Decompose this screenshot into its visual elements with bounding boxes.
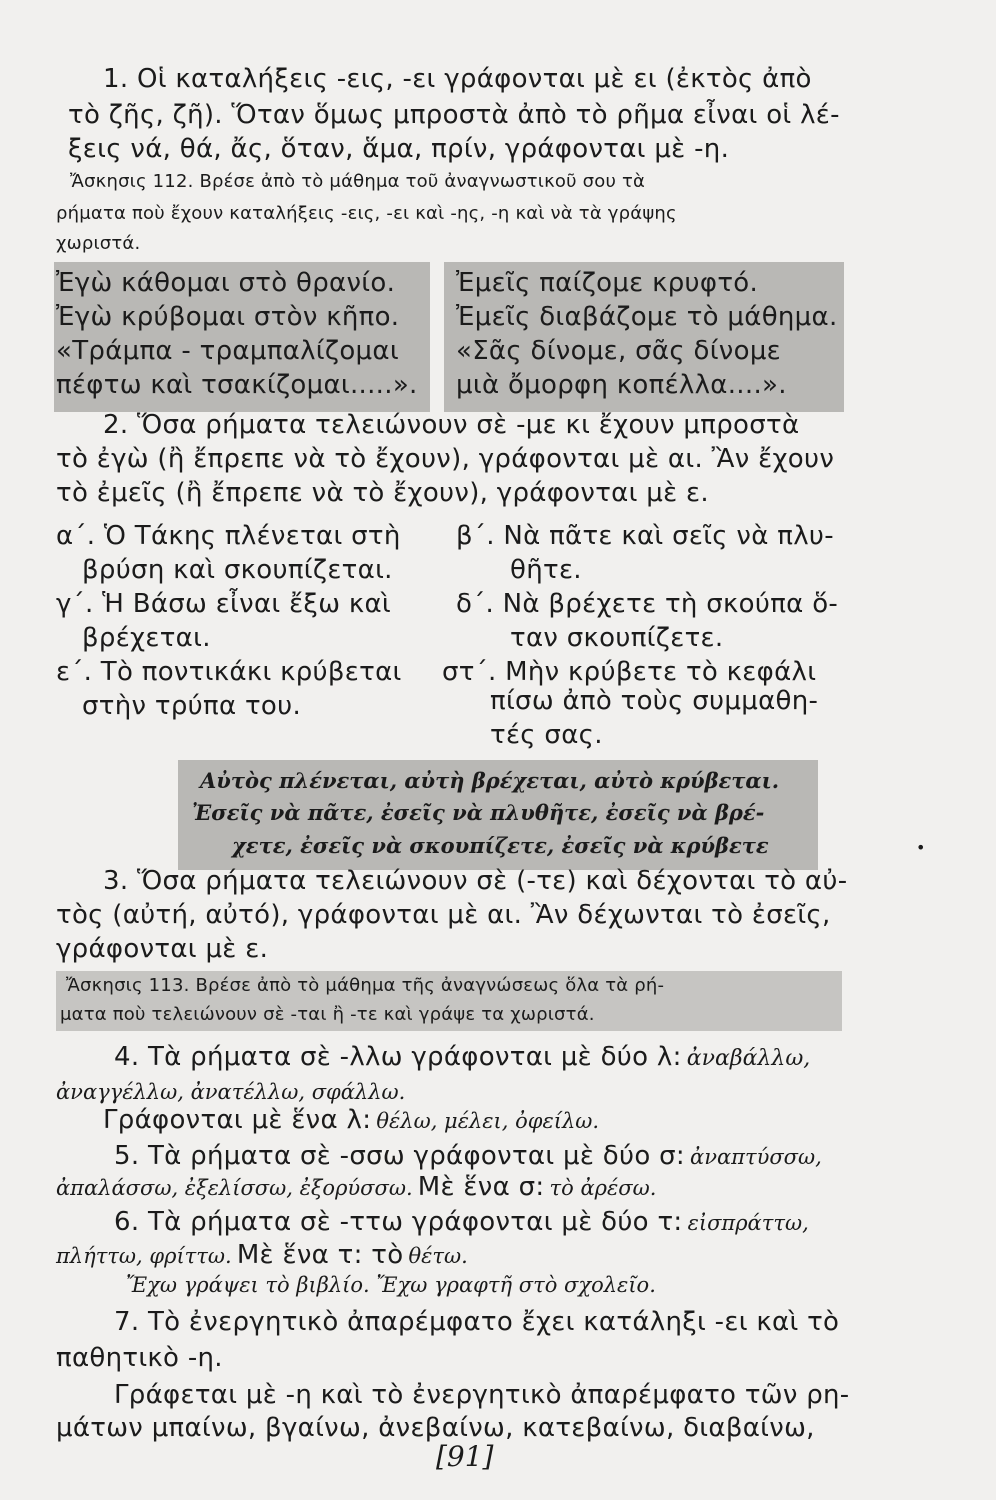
box1-left-line-4: πέφτω καὶ τσακίζομαι.....». [56, 370, 418, 400]
rule-6-line-1 [114, 1207, 809, 1237]
rule-4-text: 4. Τὰ ρήματα σὲ -λλω γράφονται μὲ δύο λ: [114, 1042, 682, 1072]
summary-line-2: Ἐσεῖς νὰ πᾶτε, ἐσεῖς νὰ πλυθῆτε, ἐσεῖς νὰ βρέ- [192, 800, 765, 825]
rule-1-line-2: τὸ ζῆς, ζῆ). Ὅταν ὅμως μπροστὰ ἀπὸ τὸ ρῆμα εἶναι οἱ λέ- [68, 100, 840, 130]
exercise-112-line-2: ρήματα ποὺ ἔχουν καταλήξεις -εις, -ει καὶ -ης, -η καὶ νὰ τὰ γράψης [56, 203, 677, 224]
rule-6-text: 6. Τὰ ρήματα σὲ -ττω γράφονται μὲ δύο τ: [114, 1207, 683, 1237]
rule-6-single-text: Μὲ ἕνα τ: τὸ [236, 1240, 404, 1270]
exercise-112-line-3: χωριστά. [56, 233, 141, 254]
rule-6-example: εἰσπράττω, [687, 1211, 809, 1235]
example-d-line-1: δ΄. Νὰ βρέχετε τὴ σκούπα ὅ- [456, 589, 839, 619]
rule-6-line-2 [56, 1240, 468, 1270]
rule-3-line-2: τὸς (αὐτή, αὐτό), γράφονται μὲ αι. Ἂν δέχωνται τὸ ἐσεῖς, [56, 900, 831, 930]
page-number: [91] [436, 1440, 494, 1473]
box1-right-line-2: Ἐμεῖς διαβάζομε τὸ μάθημα. [456, 302, 838, 332]
box1-left-line-3: «Τράμπα - τραμπαλίζομαι [56, 336, 399, 366]
example-b-line-1: β΄. Νὰ πᾶτε καὶ σεῖς νὰ πλυ- [456, 521, 834, 551]
rule-3-line-1: 3. Ὅσα ρήματα τελειώνουν σὲ (-τε) καὶ δέχονται τὸ αὐ- [103, 866, 848, 896]
example-st-line-2: πίσω ἀπὸ τοὺς συμμαθη- [490, 686, 819, 716]
rule-5-line-2 [56, 1172, 656, 1202]
example-b-line-2: θῆτε. [510, 555, 582, 585]
summary-line-1: Αὐτὸς πλένεται, αὐτὴ βρέχεται, αὐτὸ κρύβεται. [200, 768, 780, 793]
rule-2-line-1: 2. Ὅσα ρήματα τελειώνουν σὲ -με κι ἔχουν μπροστὰ [103, 410, 800, 440]
rule-6-examples: πλήττω, φρίττω. [56, 1244, 232, 1268]
example-g-line-1: γ΄. Ἡ Βάσω εἶναι ἔξω καὶ [56, 589, 392, 619]
rule-4-single-example: θέλω, μέλει, ὀφείλω. [376, 1109, 600, 1133]
box1-left-line-2: Ἐγὼ κρύβομαι στὸν κῆπο. [56, 302, 400, 332]
example-a-line-2: βρύση καὶ σκουπίζεται. [82, 555, 393, 585]
box1-right-line-3: «Σᾶς δίνομε, σᾶς δίνομε [456, 336, 782, 366]
rule-7-line-3: Γράφεται μὲ -η καὶ τὸ ἐνεργητικὸ ἀπαρέμφατο τῶν ρη- [114, 1380, 850, 1410]
rule-2-line-2: τὸ ἐγὼ (ἢ ἔπρεπε νὰ τὸ ἔχουν), γράφονται μὲ αι. Ἂν ἔχουν [56, 444, 835, 474]
rule-5-example: ἀναπτύσσω, [690, 1145, 822, 1169]
rule-5-single-text: Μὲ ἕνα σ: [417, 1172, 545, 1202]
rule-5-line-1 [114, 1141, 822, 1171]
rule-4-single-text: Γράφονται μὲ ἕνα λ: [103, 1105, 372, 1135]
summary-line-3: χετε, ἐσεῖς νὰ σκουπίζετε, ἐσεῖς νὰ κρύβετε [232, 833, 769, 858]
example-e-line-2: στὴν τρύπα του. [82, 691, 302, 721]
rule-5-examples: ἀπαλάσσω, ἐξελίσσω, ἐξορύσσω. [56, 1176, 413, 1200]
rule-3-line-3: γράφονται μὲ ε. [56, 934, 269, 964]
rule-1-line-1: 1. Οἱ καταλήξεις -εις, -ει γράφονται μὲ ει (ἐκτὸς ἀπὸ [103, 64, 812, 94]
margin-mark: • [916, 838, 926, 857]
rule-7-line-2: παθητικὸ -η. [56, 1343, 223, 1373]
example-e-line-1: ε΄. Τὸ ποντικάκι κρύβεται [56, 657, 402, 687]
exercise-113-line-1: Ἄσκησις 113. Βρέσε ἀπὸ τὸ μάθημα τῆς ἀναγνώσεως ὅλα τὰ ρή- [66, 975, 665, 996]
example-d-line-2: ταν σκουπίζετε. [510, 623, 724, 653]
rule-4-line-2: ἀναγγέλλω, ἀνατέλλω, σφάλλω. [56, 1080, 406, 1104]
box1-right-line-1: Ἐμεῖς παίζομε κρυφτό. [456, 268, 759, 298]
rule-7-line-1: 7. Τὸ ἐνεργητικὸ ἀπαρέμφατο ἔχει κατάληξι -ει καὶ τὸ [114, 1307, 840, 1337]
rule-4-example: ἀναβάλλω, [686, 1046, 811, 1071]
rule-4-line-3 [103, 1105, 599, 1135]
example-g-line-2: βρέχεται. [82, 623, 211, 653]
rule-7-line-4: μάτων μπαίνω, βγαίνω, ἀνεβαίνω, κατεβαίνω, διαβαίνω, [56, 1413, 815, 1443]
rule-6-sentence: Ἔχω γράψει τὸ βιβλίο. Ἔχω γραφτῆ στὸ σχολεῖο. [126, 1273, 656, 1297]
exercise-112-line-1: Ἄσκησις 112. Βρέσε ἀπὸ τὸ μάθημα τοῦ ἀναγνωστικοῦ σου τὰ [70, 171, 646, 192]
rule-6-single-example: θέτω. [408, 1244, 468, 1268]
rule-5-text: 5. Τὰ ρήματα σὲ -σσω γράφονται μὲ δύο σ: [114, 1141, 685, 1171]
example-st-line-3: τές σας. [490, 720, 603, 750]
box1-right-line-4: μιὰ ὄμορφη κοπέλλα....». [456, 370, 787, 400]
rule-1-line-3: ξεις νά, θά, ἄς, ὅταν, ἅμα, πρίν, γράφονται μὲ -η. [68, 134, 730, 164]
box1-left-line-1: Ἐγὼ κάθομαι στὸ θρανίο. [56, 268, 396, 298]
rule-2-line-3: τὸ ἐμεῖς (ἢ ἔπρεπε νὰ τὸ ἔχουν), γράφονται μὲ ε. [56, 478, 709, 508]
rule-5-single-example: τὸ ἀρέσω. [549, 1176, 657, 1200]
rule-4-line-1 [114, 1042, 810, 1072]
example-a-line-1: α΄. Ὁ Τάκης πλένεται στὴ [56, 521, 401, 551]
exercise-113-line-2: ματα ποὺ τελειώνουν σὲ -ται ἢ -τε καὶ γράψε τα χωριστά. [60, 1004, 595, 1025]
example-st-line-1: στ΄. Μὴν κρύβετε τὸ κεφάλι [442, 657, 817, 687]
